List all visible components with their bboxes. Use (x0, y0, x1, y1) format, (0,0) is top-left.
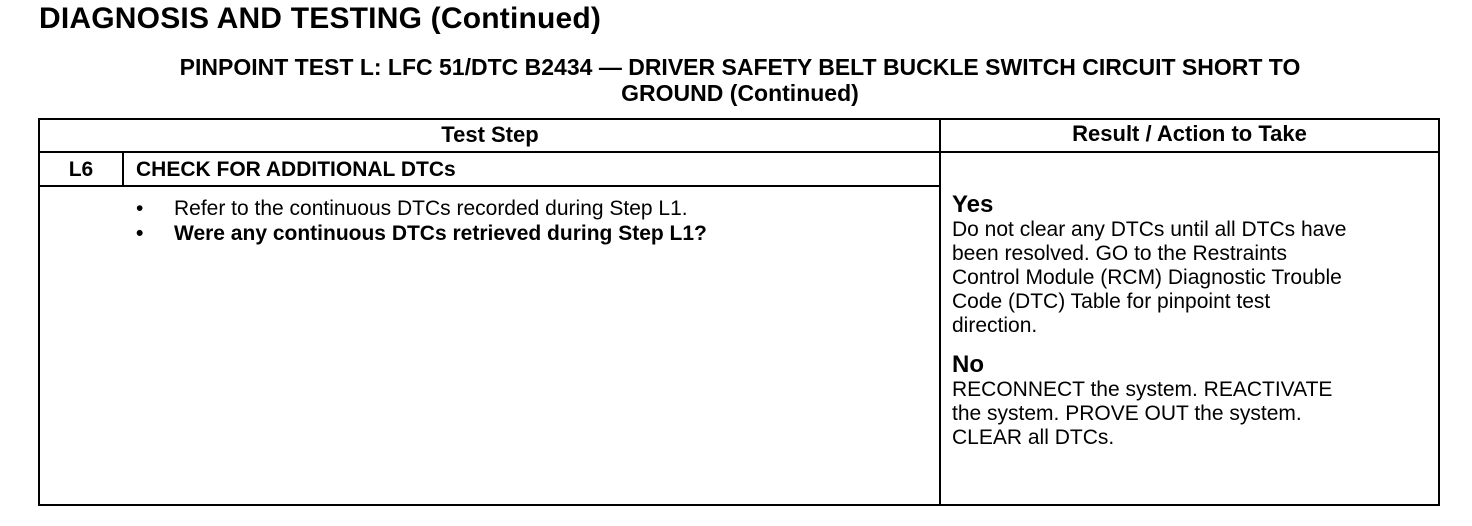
result-yes-line: Control Module (RCM) Diagnostic Trouble (952, 266, 1342, 289)
step-id: L6 (68, 158, 94, 181)
pinpoint-test-table (38, 118, 1440, 506)
bullet-item (136, 196, 707, 221)
step-row-divider (40, 185, 940, 187)
step-title: CHECK FOR ADDITIONAL DTCs (136, 158, 456, 181)
header-result-action: Result / Action to Take (1072, 121, 1307, 146)
column-divider (939, 120, 941, 504)
test-title (40, 54, 1440, 106)
result-yes (952, 192, 1442, 338)
page-heading: DIAGNOSIS AND TESTING (Continued) (39, 2, 602, 35)
step-bullets (136, 196, 707, 246)
header-divider (40, 151, 1438, 153)
result-yes-line: been resolved. GO to the Restraints (952, 242, 1288, 265)
step-id-divider (122, 152, 124, 186)
result-yes-line: Do not clear any DTCs until all DTCs have (952, 218, 1347, 241)
bullet-mark: • (136, 197, 144, 220)
result-yes-line: direction. (952, 314, 1038, 337)
result-no-line: CLEAR all DTCs. (952, 426, 1115, 449)
test-title-line-1: PINPOINT TEST L: LFC 51/DTC B2434 — DRIVER SAFETY BELT BUCKLE SWITCH CIRCUIT SHORT TO (179, 54, 1301, 80)
result-no-label: No (952, 351, 984, 378)
result-no (952, 352, 1442, 450)
bullet-text: Refer to the continuous DTCs recorded during Step L1. (174, 197, 688, 220)
result-no-line: RECONNECT the system. REACTIVATE (952, 378, 1333, 401)
result-no-line: the system. PROVE OUT the system. (952, 402, 1302, 425)
result-yes-line: Code (DTC) Table for pinpoint test (952, 290, 1271, 313)
header-test-step: Test Step (441, 122, 539, 147)
bullet-text: Were any continuous DTCs retrieved during Step L1? (174, 222, 707, 245)
result-yes-label: Yes (952, 191, 994, 218)
test-title-line-2: GROUND (Continued) (621, 80, 859, 106)
bullet-item (136, 221, 707, 246)
bullet-mark: • (136, 222, 144, 245)
